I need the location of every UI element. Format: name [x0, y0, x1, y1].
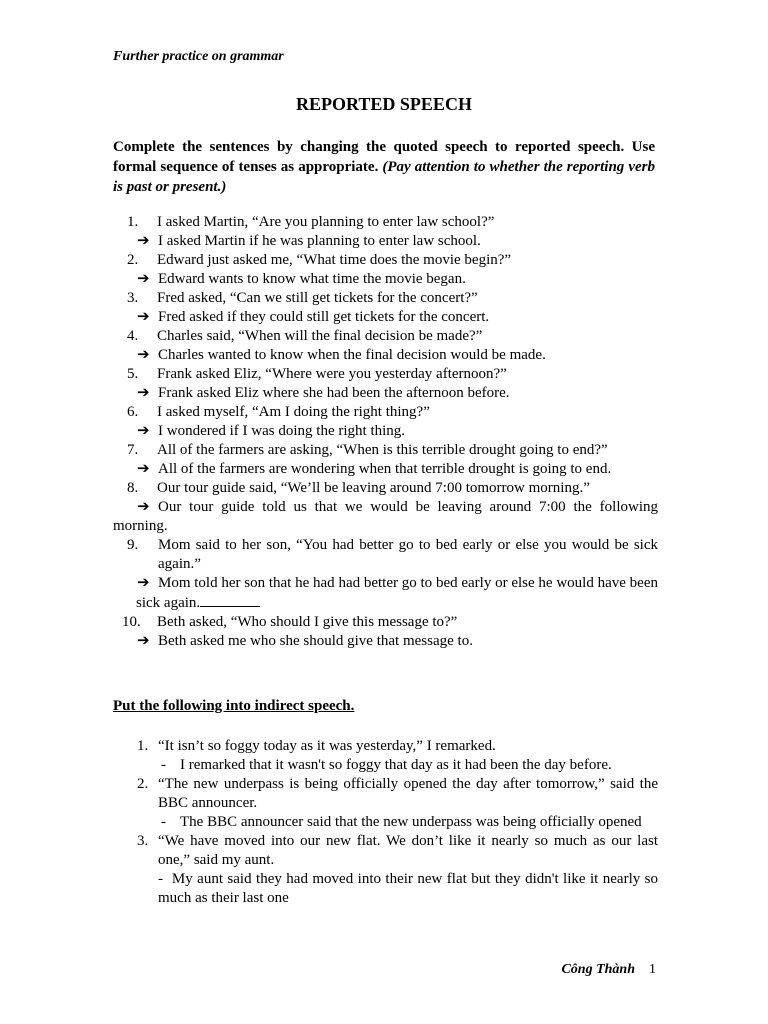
answer-item: ➔ I wondered if I was doing the right thing.	[137, 423, 406, 439]
answer-item: ➔ Frank asked Eliz where she had been the afternoon before.	[137, 385, 510, 401]
answer-item: ➔ Charles wanted to know when the final decision would be made.	[137, 347, 546, 363]
question-item: 8. Our tour guide said, “We’ll be leaving around 7:00 tomorrow morning.”	[127, 480, 590, 496]
arrow-icon: ➔	[137, 385, 150, 401]
arrow-icon: ➔	[137, 633, 150, 649]
answer-item: - The BBC announcer said that the new underpass was being officially opened	[161, 814, 642, 830]
answer-blank	[200, 593, 260, 607]
question-item: 2. “The new underpass is being officially opened the day after tomorrow,” said the BBC announcer.	[137, 776, 658, 811]
exercise-2	[113, 737, 658, 908]
question-item: 10. Beth asked, “Who should I give this message to?”	[122, 614, 458, 630]
answer-item: ➔ All of the farmers are wondering when that terrible drought is going to end.	[137, 461, 612, 477]
dash-marker: -	[161, 814, 166, 830]
answer-item: ➔ I asked Martin if he was planning to enter law school.	[137, 233, 481, 249]
instructions-note: (Pay attention to whether the reporting verb is past or present.)	[113, 159, 655, 195]
answer-item: ➔ Fred asked if they could still get tickets for the concert.	[137, 309, 490, 325]
question-item: 4. Charles said, “When will the final decision be made?”	[127, 328, 483, 344]
question-item: 1. “It isn’t so foggy today as it was yesterday,” I remarked.	[137, 738, 496, 754]
answer-item: ➔ Beth asked me who she should give that message to.	[137, 633, 473, 649]
arrow-icon: ➔	[137, 271, 150, 287]
footer-author: Công Thành	[561, 962, 635, 977]
arrow-icon: ➔	[137, 423, 150, 439]
question-item: 3. “We have moved into our new flat. We don’t like it nearly so much as our last one,” said my aunt.	[137, 833, 658, 868]
question-item: 9. Mom said to her son, “You had better go to bed early or else you would be sick again.”	[127, 537, 658, 572]
question-item: 6. I asked myself, “Am I doing the right thing?”	[127, 404, 430, 420]
exercise-1	[113, 213, 658, 651]
dash-marker: -	[158, 871, 163, 887]
dash-marker: -	[161, 757, 166, 773]
arrow-icon: ➔	[137, 575, 150, 591]
arrow-icon: ➔	[137, 461, 150, 477]
arrow-icon: ➔	[137, 347, 150, 363]
answer-item: - My aunt said they had moved into their new flat but they didn't like it nearly so much as their last one	[158, 871, 659, 906]
page-footer	[561, 960, 656, 979]
question-item: 5. Frank asked Eliz, “Where were you yesterday afternoon?”	[127, 366, 507, 382]
question-item: 2. Edward just asked me, “What time does the movie begin?”	[127, 252, 512, 268]
question-item: 7. All of the farmers are asking, “When is this terrible drought going to end?”	[127, 442, 608, 458]
arrow-icon: ➔	[137, 233, 150, 249]
instructions	[113, 137, 655, 197]
arrow-icon: ➔	[137, 309, 150, 325]
question-item: 1. I asked Martin, “Are you planning to enter law school?”	[127, 214, 495, 230]
answer-item: ➔ Mom told her son that he had had better go to bed early or else he would have been sick again.	[136, 575, 658, 611]
answer-item: ➔ Our tour guide told us that we would be leaving around 7:00 the following morning.	[113, 499, 658, 534]
section-2-title: Put the following into indirect speech.	[113, 698, 355, 714]
arrow-icon: ➔	[137, 499, 150, 515]
answer-item: - I remarked that it wasn't so foggy that day as it had been the day before.	[161, 757, 612, 773]
page-title: REPORTED SPEECH	[296, 94, 472, 114]
question-item: 3. Fred asked, “Can we still get tickets for the concert?”	[127, 290, 478, 306]
answer-item: ➔ Edward wants to know what time the movie began.	[137, 271, 466, 287]
instructions-text: Complete the sentences by changing the quoted speech to reported speech. Use formal sequence of tenses as appropriate.	[113, 139, 655, 175]
running-header: Further practice on grammar	[113, 49, 284, 64]
page-number: 1	[649, 962, 656, 977]
